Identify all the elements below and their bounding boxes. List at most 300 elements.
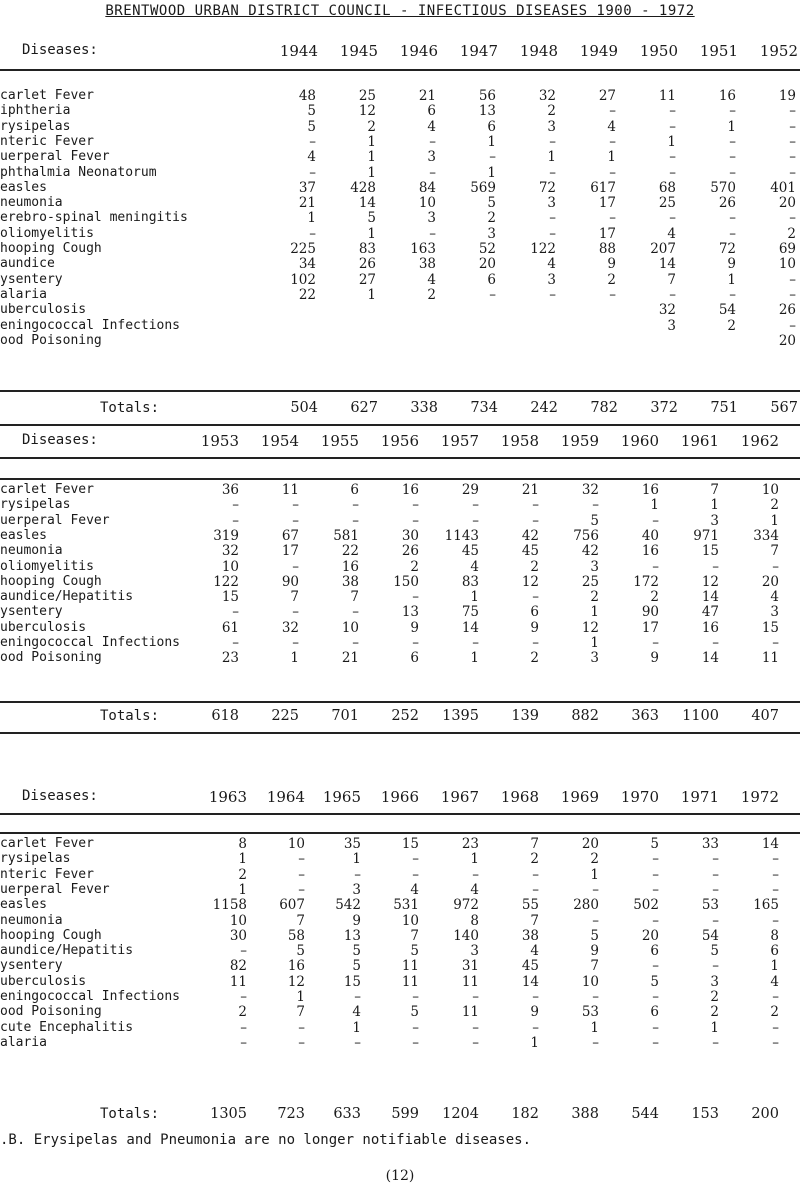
table-cell: –	[472, 1034, 479, 1051]
disease-name: neumonia	[0, 912, 63, 928]
table-cell: 88	[598, 241, 616, 257]
table-cell: –	[772, 1034, 779, 1051]
table-cell: 2	[238, 866, 247, 883]
disease-name: carlet Fever	[0, 88, 94, 103]
disease-name: rysipelas	[0, 118, 71, 134]
table-row	[0, 635, 800, 650]
table-cell: 2	[607, 271, 616, 288]
table-cell: 10	[778, 256, 796, 273]
table-cell: 7	[590, 958, 599, 975]
total-cell: 363	[631, 708, 659, 724]
table-cell: –	[652, 881, 659, 898]
table-cell: –	[772, 635, 779, 651]
table-cell: 6	[650, 943, 659, 960]
table-cell: 3	[547, 118, 556, 135]
table-cell: –	[609, 210, 616, 227]
total-cell: 1204	[442, 1106, 479, 1122]
table-cell: 2	[530, 558, 539, 575]
table-cell: 83	[358, 241, 376, 257]
table-cell: 4	[352, 1004, 361, 1021]
table-cell: 11	[761, 650, 779, 667]
table-cell: 9	[352, 912, 361, 929]
table-cell: 27	[358, 271, 376, 288]
year-header: 1969	[560, 788, 599, 806]
year-header: 1946	[399, 42, 438, 60]
table-cell: 7	[350, 589, 359, 606]
table-cell: 53	[581, 1004, 599, 1021]
table-cell: 5	[410, 943, 419, 960]
table-cell: –	[549, 225, 556, 242]
table-cell: 7	[530, 912, 539, 929]
table-cell: 12	[358, 103, 376, 120]
table-cell: 11	[401, 958, 419, 975]
table-cell: –	[472, 1019, 479, 1036]
totals-row	[0, 700, 800, 730]
table-cell: 7	[770, 543, 779, 560]
table-row	[0, 604, 800, 619]
disease-name: rysipelas	[0, 851, 71, 867]
table-cell: 319	[213, 527, 239, 544]
disease-name: ood Poisoning	[0, 650, 102, 666]
table-cell: 2	[770, 497, 779, 514]
table-cell: 10	[229, 912, 247, 929]
table-cell: 19	[778, 88, 796, 104]
table-cell: 32	[281, 619, 299, 636]
table-cell: 83	[461, 573, 479, 590]
table-row	[0, 620, 800, 635]
year-header: 1947	[459, 42, 498, 60]
table-cell: –	[609, 164, 616, 181]
disease-name: easles	[0, 527, 47, 543]
table-cell: –	[549, 164, 556, 181]
table-cell: 14	[521, 973, 539, 990]
total-cell: 1305	[210, 1106, 247, 1122]
table-cell: 20	[778, 195, 796, 212]
table-cell: 10	[581, 973, 599, 990]
table-cell: 531	[393, 897, 419, 914]
year-header: 1950	[639, 42, 678, 60]
table-row	[0, 974, 800, 989]
disease-name: eningococcal Infections	[0, 635, 181, 650]
table-cell: –	[652, 1034, 659, 1051]
table-row	[0, 543, 800, 558]
table-cell: 20	[581, 836, 599, 852]
table-cell: 10	[287, 836, 305, 852]
table-cell: –	[412, 989, 419, 1005]
table-cell: 32	[658, 302, 676, 319]
table-cell: –	[712, 851, 719, 868]
year-header: 1967	[440, 788, 479, 806]
table-cell: 9	[607, 256, 616, 273]
table-cell: –	[772, 912, 779, 929]
table-row	[0, 559, 800, 574]
table-cell: 20	[761, 573, 779, 590]
table-row	[0, 256, 800, 271]
total-cell: 338	[410, 400, 438, 416]
table-cell: 1	[296, 989, 305, 1005]
total-cell: 751	[710, 400, 738, 416]
year-header: 1968	[500, 788, 539, 806]
total-cell: 633	[333, 1106, 361, 1122]
total-cell: 200	[751, 1106, 779, 1122]
table-cell: –	[532, 866, 539, 883]
disease-name: alaria	[0, 1034, 47, 1050]
table-cell: 16	[718, 88, 736, 104]
table-cell: 90	[641, 604, 659, 621]
table-row	[0, 943, 800, 958]
table-cell: –	[472, 635, 479, 651]
table-cell: –	[669, 286, 676, 303]
disease-name: ood Poisoning	[0, 332, 102, 348]
table-row	[0, 928, 800, 943]
table-cell: 3	[710, 973, 719, 990]
table-cell: –	[789, 317, 796, 334]
table-cell: –	[352, 604, 359, 621]
table-cell: 14	[701, 589, 719, 606]
table-cell: 150	[393, 573, 419, 590]
table-cell: 1158	[212, 897, 247, 914]
table-cell: –	[772, 558, 779, 575]
table-cell: 6	[530, 604, 539, 621]
table-cell: 2	[650, 589, 659, 606]
table-cell: –	[729, 164, 736, 181]
table-cell: 56	[478, 88, 496, 104]
table-cell: 61	[221, 619, 239, 636]
table-cell: 29	[461, 482, 479, 498]
disease-name: hooping Cough	[0, 241, 102, 256]
table-cell: –	[772, 866, 779, 883]
table-cell: 2	[530, 851, 539, 868]
table-cell: 2	[770, 1004, 779, 1021]
table-cell: –	[232, 512, 239, 529]
table-cell: 12	[287, 973, 305, 990]
table-rule	[0, 813, 800, 815]
table-cell: –	[309, 133, 316, 150]
table-cell: –	[592, 1034, 599, 1051]
table-cell: 16	[287, 958, 305, 975]
table-cell: –	[669, 210, 676, 227]
table-cell: 280	[573, 897, 599, 914]
table-cell: –	[729, 225, 736, 242]
table-cell: 1	[487, 133, 496, 150]
table-cell: –	[669, 103, 676, 120]
table-cell: –	[232, 497, 239, 514]
table-cell: 1	[590, 604, 599, 621]
table-cell: 30	[229, 927, 247, 944]
total-cell: 782	[590, 400, 618, 416]
disease-name: hooping Cough	[0, 573, 102, 589]
year-header: 1951	[699, 42, 738, 60]
table-cell: 1	[770, 512, 779, 529]
table-cell: 1	[590, 1019, 599, 1036]
table-cell: 54	[718, 302, 736, 319]
table-cell: 4	[770, 589, 779, 606]
table-cell: 1	[367, 164, 376, 181]
year-header: 1962	[740, 432, 779, 450]
year-header: 1972	[740, 788, 779, 806]
table-cell: 11	[658, 88, 676, 104]
table-cell: 38	[341, 573, 359, 590]
table-cell: 756	[573, 527, 599, 544]
table-cell: 12	[521, 573, 539, 590]
table-cell: 4	[410, 881, 419, 898]
table-cell: –	[712, 958, 719, 975]
table-cell: –	[712, 912, 719, 929]
disease-name: aundice	[0, 256, 55, 272]
table-cell: 27	[598, 88, 616, 104]
table-cell: –	[309, 225, 316, 242]
year-header: 1965	[322, 788, 361, 806]
table-cell: 45	[521, 543, 539, 560]
total-cell: 618	[211, 708, 239, 724]
year-header: 1957	[440, 432, 479, 450]
table-cell: 5	[710, 943, 719, 960]
disease-name: uerperal Fever	[0, 512, 110, 528]
table-cell: 6	[427, 103, 436, 120]
totals-row	[0, 1098, 800, 1128]
disease-name: rysipelas	[0, 497, 71, 513]
table-cell: 2	[590, 851, 599, 868]
table-cell: 53	[701, 897, 719, 914]
table-cell: 1	[487, 164, 496, 181]
disease-name: cute Encephalitis	[0, 1019, 134, 1035]
table-cell: –	[412, 512, 419, 529]
table-cell: 1	[547, 149, 556, 166]
disease-name: nteric Fever	[0, 133, 94, 149]
table-cell: 570	[710, 179, 736, 196]
year-header: 1959	[560, 432, 599, 450]
table-row	[0, 513, 800, 528]
table-cell: 2	[590, 589, 599, 606]
table-row	[0, 210, 800, 225]
table-row	[0, 88, 800, 103]
table-cell: 72	[538, 179, 556, 196]
table-cell: 16	[641, 543, 659, 560]
table-cell: –	[532, 1019, 539, 1036]
table-cell: –	[354, 989, 361, 1005]
table-cell: 1	[667, 133, 676, 150]
year-header: 1966	[380, 788, 419, 806]
table-cell: 5	[650, 836, 659, 852]
disease-name: phthalmia Neonatorum	[0, 164, 157, 180]
table-cell: –	[412, 866, 419, 883]
table-cell: 4	[530, 943, 539, 960]
table-cell: 1	[727, 271, 736, 288]
table-cell: 3	[547, 271, 556, 288]
table-cell: 6	[410, 650, 419, 667]
table-cell: 1	[770, 958, 779, 975]
disease-name: uerperal Fever	[0, 881, 110, 897]
disease-name: uerperal Fever	[0, 149, 110, 165]
table-cell: 52	[478, 241, 496, 257]
year-header: 1954	[260, 432, 299, 450]
table-cell: 22	[341, 543, 359, 560]
table-cell: 35	[343, 836, 361, 852]
total-cell: 567	[770, 400, 798, 416]
table-cell: –	[789, 103, 796, 120]
table-cell: 3	[667, 317, 676, 334]
table-cell: 122	[213, 573, 239, 590]
table-row	[0, 528, 800, 543]
table-cell: 5	[307, 118, 316, 135]
table-cell: 2	[410, 558, 419, 575]
table-row	[0, 650, 800, 665]
table-cell: –	[729, 210, 736, 227]
table-cell: –	[789, 149, 796, 166]
table-cell: 3	[547, 195, 556, 212]
table-cell: 2	[238, 1004, 247, 1021]
table-cell: 2	[547, 103, 556, 120]
table-cell: 38	[521, 927, 539, 944]
table-cell: 68	[658, 179, 676, 196]
table-cell: –	[712, 558, 719, 575]
table-cell: –	[298, 851, 305, 868]
table-cell: 163	[410, 241, 436, 257]
table-cell: –	[549, 286, 556, 303]
disease-name: ysentery	[0, 271, 63, 287]
table-row	[0, 302, 800, 317]
table-rule	[0, 832, 800, 834]
table-cell: –	[592, 497, 599, 514]
table-cell: –	[652, 1019, 659, 1036]
table-cell: 15	[221, 589, 239, 606]
table-cell: 58	[287, 927, 305, 944]
table-cell: 2	[487, 210, 496, 227]
table-cell: –	[412, 1034, 419, 1051]
table-cell: –	[772, 851, 779, 868]
table-cell: 207	[650, 241, 676, 257]
table-cell: 2	[727, 317, 736, 334]
table-cell: 11	[461, 973, 479, 990]
disease-name: aundice/Hepatitis	[0, 943, 134, 959]
table-cell: –	[298, 1019, 305, 1036]
table-cell: 1	[590, 635, 599, 651]
table-cell: 7	[290, 589, 299, 606]
table-row	[0, 287, 800, 302]
total-cell: 1100	[682, 708, 719, 724]
table-row	[0, 333, 800, 348]
table-cell: 17	[598, 195, 616, 212]
year-header: 1971	[680, 788, 719, 806]
table-cell: –	[472, 512, 479, 529]
table-row	[0, 1020, 800, 1035]
table-cell: 401	[770, 179, 796, 196]
year-header: 1964	[266, 788, 305, 806]
table-row	[0, 165, 800, 180]
table-cell: 36	[221, 482, 239, 498]
table-cell: 9	[530, 1004, 539, 1021]
total-cell: 242	[530, 400, 558, 416]
table-cell: 1	[727, 118, 736, 135]
table-cell: 20	[641, 927, 659, 944]
table-cell: 3	[487, 225, 496, 242]
table-cell: 5	[296, 943, 305, 960]
table-rule	[0, 69, 800, 71]
table-cell: –	[232, 635, 239, 651]
table-cell: –	[652, 558, 659, 575]
table-cell: 14	[461, 619, 479, 636]
table-cell: 31	[461, 958, 479, 975]
table-cell: –	[298, 866, 305, 883]
table-cell: 69	[778, 241, 796, 257]
table-cell: –	[240, 1034, 247, 1051]
table-cell: –	[592, 881, 599, 898]
table-cell: 569	[470, 179, 496, 196]
table-cell: –	[789, 271, 796, 288]
total-cell: 252	[391, 708, 419, 724]
diseases-label: Diseases:	[22, 788, 98, 804]
table-cell: 9	[727, 256, 736, 273]
table-cell: 1	[238, 851, 247, 868]
table-cell: 3	[427, 210, 436, 227]
table-cell: –	[472, 866, 479, 883]
table-cell: 2	[530, 650, 539, 667]
table-cell: 16	[701, 619, 719, 636]
table-cell: 21	[418, 88, 436, 104]
table-cell: –	[489, 286, 496, 303]
disease-name: alaria	[0, 286, 47, 302]
table-cell: 37	[298, 179, 316, 196]
table-row	[0, 1035, 800, 1050]
table-cell: 20	[478, 256, 496, 273]
table-cell: 84	[418, 179, 436, 196]
table-cell: 1	[352, 1019, 361, 1036]
table-cell: 140	[453, 927, 479, 944]
table-row	[0, 497, 800, 512]
table-cell: 971	[693, 527, 719, 544]
table-cell: 16	[401, 482, 419, 498]
table-row	[0, 589, 800, 604]
table-cell: –	[429, 133, 436, 150]
table-cell: 172	[633, 573, 659, 590]
table-cell: –	[729, 133, 736, 150]
total-cell: 225	[271, 708, 299, 724]
table-cell: 9	[530, 619, 539, 636]
table-cell: 1	[710, 1019, 719, 1036]
table-row	[0, 226, 800, 241]
table-cell: 7	[530, 836, 539, 852]
total-cell: 544	[631, 1106, 659, 1122]
table-cell: 25	[358, 88, 376, 104]
year-header: 1955	[320, 432, 359, 450]
table-cell: 90	[281, 573, 299, 590]
disease-name: aundice/Hepatitis	[0, 589, 134, 605]
disease-name: neumonia	[0, 195, 63, 211]
table-cell: –	[592, 989, 599, 1005]
total-cell: 139	[511, 708, 539, 724]
disease-name: neumonia	[0, 543, 63, 559]
table-cell: 1	[650, 497, 659, 514]
table-cell: 542	[335, 897, 361, 914]
table-cell: 3	[470, 943, 479, 960]
table-cell: 122	[530, 241, 556, 257]
table-row	[0, 882, 800, 897]
table-cell: 7	[667, 271, 676, 288]
year-header: 1948	[519, 42, 558, 60]
table-row	[0, 482, 800, 497]
table-cell: –	[309, 164, 316, 181]
table-cell: –	[292, 558, 299, 575]
table-cell: –	[549, 210, 556, 227]
footnote: .B. Erysipelas and Pneumonia are no longer notifiable diseases.	[0, 1132, 532, 1148]
table-cell: –	[532, 512, 539, 529]
table-cell: 1	[367, 225, 376, 242]
table-cell: 5	[590, 512, 599, 529]
total-cell: 153	[691, 1106, 719, 1122]
table-cell: 6	[650, 1004, 659, 1021]
table-cell: –	[532, 989, 539, 1005]
table-cell: –	[352, 635, 359, 651]
